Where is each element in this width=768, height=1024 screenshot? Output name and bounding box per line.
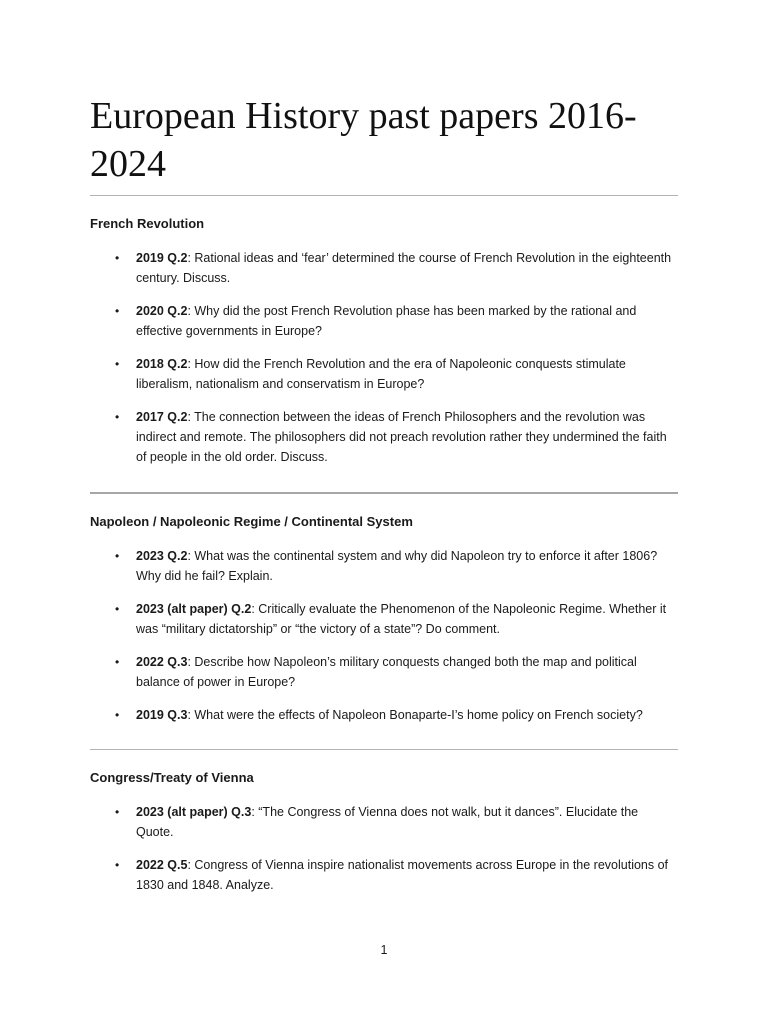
question-text: : Rational ideas and ‘fear’ determined the course of French Revolution in the eighteenth century. Discuss. [136, 251, 672, 285]
bullet-icon: • [115, 304, 120, 318]
section-heading: French Revolution [90, 216, 205, 231]
bullet-icon: • [115, 708, 120, 722]
question-ref: 2019 Q.3 [136, 708, 188, 722]
page-number: 1 [380, 943, 388, 957]
question-ref: 2022 Q.3 [136, 655, 188, 669]
bullet-icon: • [115, 602, 120, 616]
question-list [90, 248, 678, 467]
question-text: : Why did the post French Revolution phase has been marked by the rational and effective governments in Europe? [136, 304, 637, 338]
question-text: : How did the French Revolution and the era of Napoleonic conquests stimulate liberalism, nationalism and conservatism in Europe? [136, 357, 626, 391]
list-item [90, 802, 678, 842]
question-text: : Describe how Napoleon’s military conquests changed both the map and political balance of power in Europe? [136, 655, 637, 689]
bullet-icon: • [115, 410, 120, 424]
question-ref: 2023 (alt paper) Q.2 [136, 602, 252, 616]
question-ref: 2020 Q.2 [136, 304, 188, 318]
question-list [90, 546, 678, 725]
question-ref: 2017 Q.2 [136, 410, 188, 424]
bullet-icon: • [115, 357, 120, 371]
bullet-icon: • [115, 805, 120, 819]
list-item [90, 407, 678, 467]
list-item [90, 599, 678, 639]
question-text: : Congress of Vienna inspire nationalist movements across Europe in the revolutions of 1830 and 1848. Analyze. [136, 858, 669, 892]
question-list [90, 802, 678, 895]
question-ref: 2023 (alt paper) Q.3 [136, 805, 252, 819]
list-item [90, 546, 678, 586]
bullet-icon: • [115, 858, 120, 872]
bullet-icon: • [115, 251, 120, 265]
question-text: : Critically evaluate the Phenomenon of the Napoleonic Regime. Whether it was “military dictatorship” or “the victory of a state”? Do comment. [136, 602, 667, 636]
question-ref: 2023 Q.2 [136, 549, 188, 563]
question-text: : What was the continental system and why did Napoleon try to enforce it after 1806? Why did he fail? Explain. [136, 549, 658, 583]
question-ref: 2018 Q.2 [136, 357, 188, 371]
bullet-icon: • [115, 549, 120, 563]
question-text: : What were the effects of Napoleon Bonaparte-I’s home policy on French society? [187, 708, 643, 722]
list-item [90, 301, 678, 341]
section-divider [90, 492, 678, 494]
list-item [90, 248, 678, 288]
list-item [90, 855, 678, 895]
list-item [90, 705, 678, 725]
bullet-icon: • [115, 655, 120, 669]
section-french-revolution [90, 215, 678, 480]
list-item [90, 354, 678, 394]
question-text: : The connection between the ideas of French Philosophers and the revolution was indirect and remote. The philosophers did not preach revolution rather they undermined the faith of people in the old order. Discuss. [136, 410, 667, 464]
question-ref: 2019 Q.2 [136, 251, 188, 265]
document-title: European History past papers 2016-2024 [90, 95, 637, 185]
list-item [90, 652, 678, 692]
section-heading: Napoleon / Napoleonic Regime / Continental System [90, 514, 413, 529]
question-ref: 2022 Q.5 [136, 858, 188, 872]
section-napoleon [90, 513, 678, 738]
section-heading: Congress/Treaty of Vienna [90, 770, 254, 785]
section-divider [90, 749, 678, 750]
question-text: : “The Congress of Vienna does not walk, but it dances”. Elucidate the Quote. [136, 805, 639, 839]
title-divider [90, 195, 678, 196]
section-congress-of-vienna [90, 769, 678, 908]
